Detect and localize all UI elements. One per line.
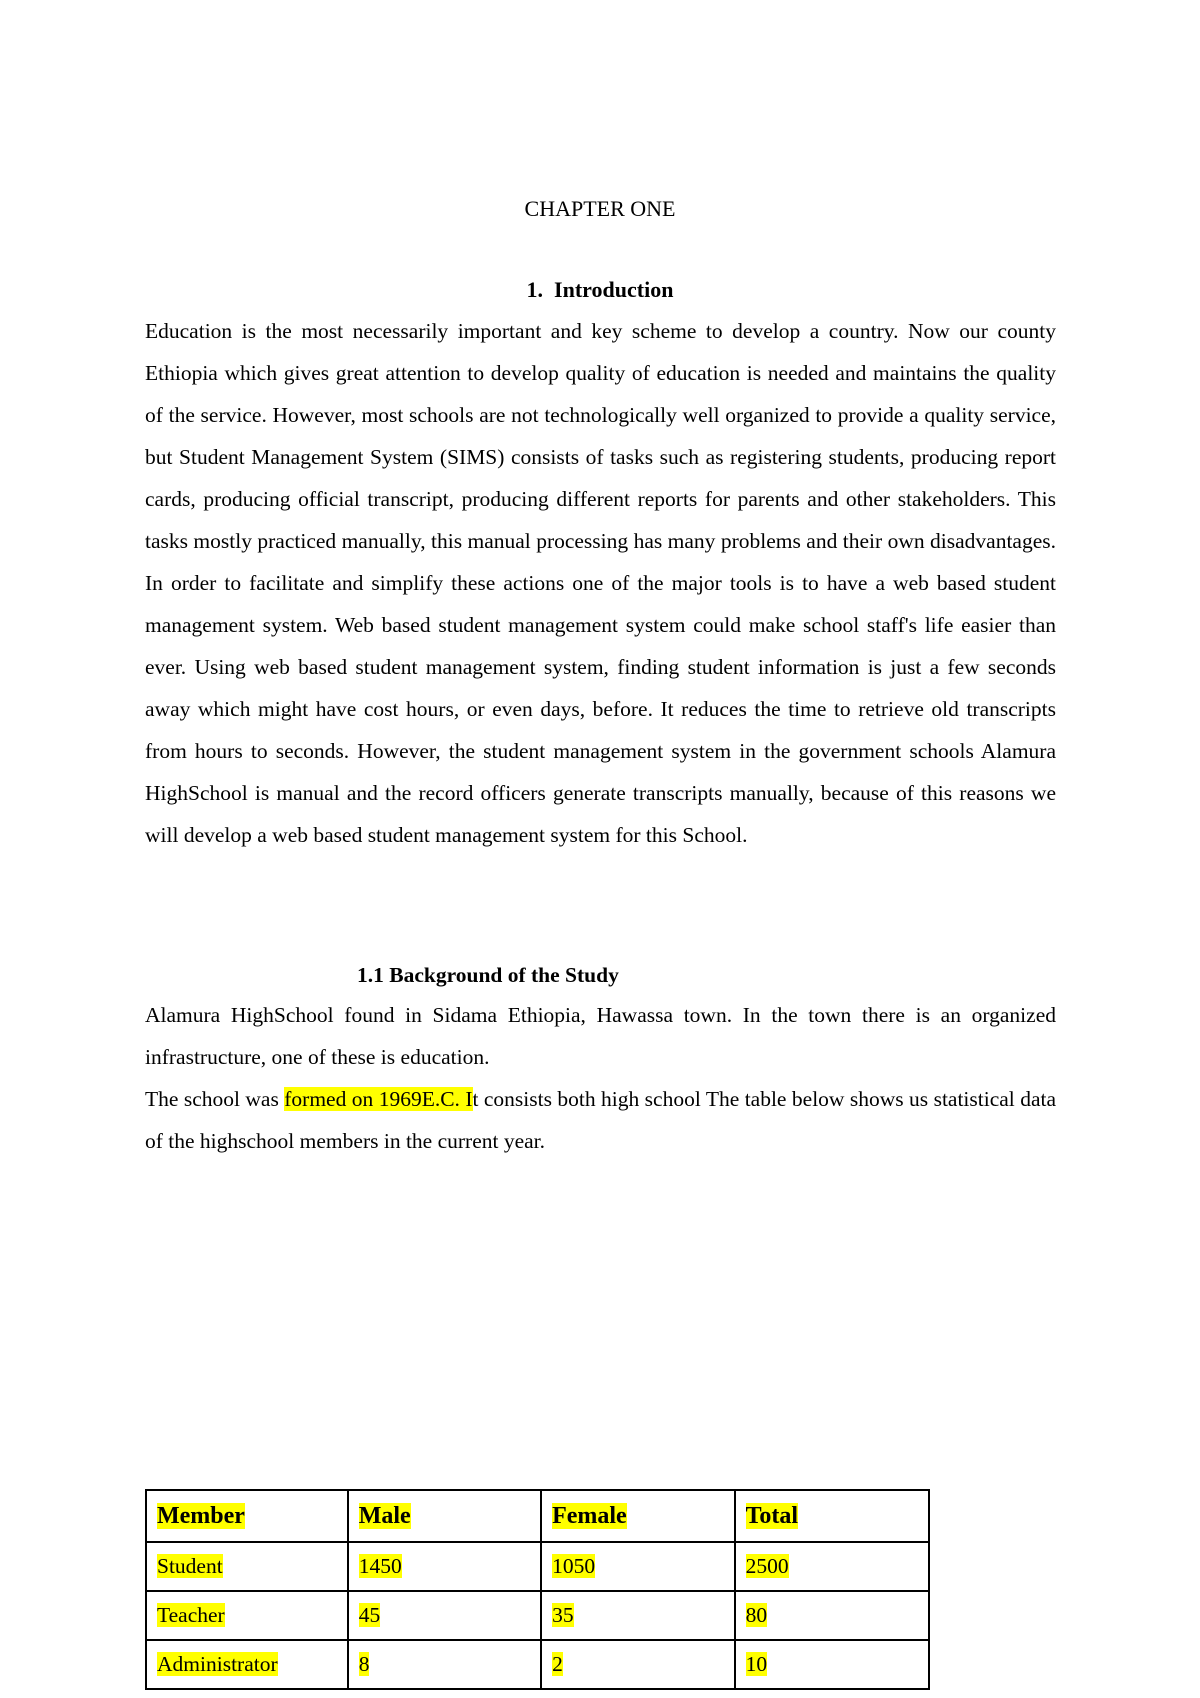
table-cell [541,1640,735,1689]
member-statistics-table [145,1489,930,1690]
header-cell [348,1490,541,1542]
bg-p2-before: The school was [145,1087,285,1111]
background-paragraph-2 [145,1078,1056,1162]
table-row [146,1542,929,1591]
table-header-row [146,1490,929,1542]
highlighted-founding-date: formed on 1969E.C. I [284,1087,473,1111]
cell-female: 1050 [552,1554,596,1578]
header-female: Female [552,1502,627,1529]
introduction-heading [0,277,1200,303]
header-cell [541,1490,735,1542]
table-cell [541,1591,735,1640]
bg-p2-after: t consists both high school The table below shows us statistical data of the highschool members in the current year. [145,1087,1057,1153]
table-row [146,1591,929,1640]
cell-male: 1450 [358,1554,402,1578]
table-cell [735,1640,929,1689]
background-paragraph-1: Alamura HighSchool found in Sidama Ethiopia, Hawassa town. In the town there is an organized infrastructure, one of these is education. [145,1003,1056,1069]
table-row [146,1640,929,1689]
cell-total: 10 [745,1652,768,1676]
background-heading: 1.1 Background of the Study [357,963,619,987]
cell-member: Student [157,1554,223,1578]
table-cell [146,1591,348,1640]
cell-member: Administrator [157,1652,278,1676]
chapter-title: CHAPTER ONE [524,196,676,221]
table-cell [348,1591,541,1640]
cell-female: 2 [552,1652,563,1676]
cell-male: 8 [358,1652,370,1676]
header-male: Male [358,1502,411,1529]
cell-female: 35 [552,1603,574,1627]
cell-male: 45 [358,1603,381,1627]
background-section [145,994,1056,1162]
header-member: Member [157,1502,245,1529]
table-cell [146,1542,348,1591]
cell-member: Teacher [157,1603,225,1627]
header-total: Total [745,1502,799,1529]
table-cell [735,1542,929,1591]
cell-total: 80 [745,1603,768,1627]
introduction-paragraph: Education is the most necessarily important and key scheme to develop a country. Now our county Ethiopia which gives great attention to develop quality of education is needed and maintains the quality of the service. However, most schools are not technologically well organized to provide a quality service, but Student Management System (SIMS) consists of tasks such as registering students, producing report cards, producing official transcript, producing different reports for parents and other stakeholders. This tasks mostly practiced manually, this manual processing has many problems and their own disadvantages. In order to facilitate and simplify these actions one of the major tools is to have a web based student management system. Web based student management system could make school staff's life easier than ever. Using web based student management system, finding student information is just a few seconds away which might have cost hours, or even days, before. It reduces the time to retrieve old transcripts from hours to seconds. However, the student management system in the government schools Alamura HighSchool is manual and the record officers generate transcripts manually, because of this reasons we will develop a web based student management system for this School. [145,319,1056,847]
table-cell [735,1591,929,1640]
header-cell [735,1490,929,1542]
cell-total: 2500 [745,1554,789,1578]
introduction-number: 1. [526,277,544,302]
introduction-title: Introduction [554,277,674,302]
table-cell [541,1542,735,1591]
header-cell [146,1490,348,1542]
table-cell [146,1640,348,1689]
table-cell [348,1640,541,1689]
table-cell [348,1542,541,1591]
